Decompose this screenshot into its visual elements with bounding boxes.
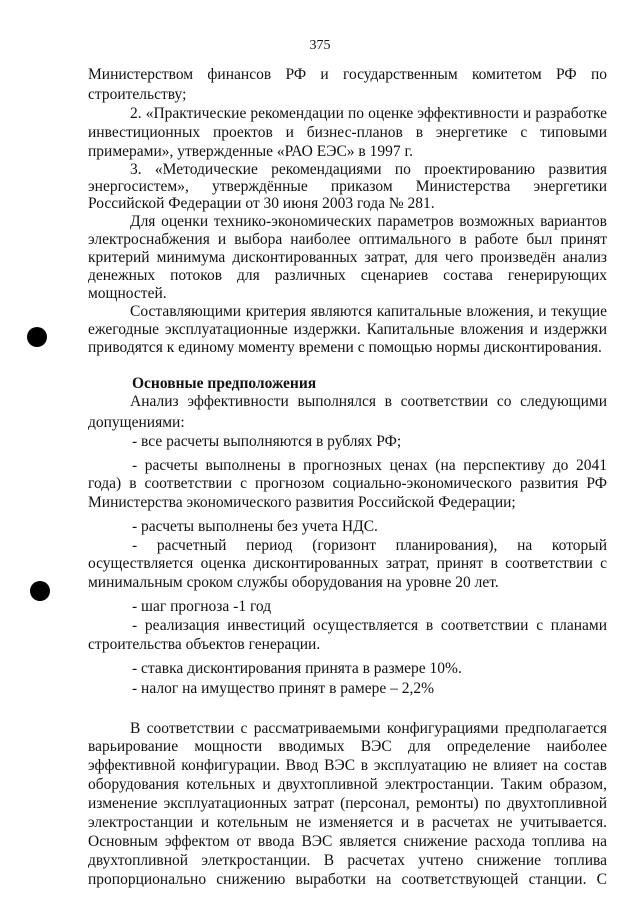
list-item: - все расчеты выполняются в рублях РФ; [132, 433, 402, 450]
text-line: варьирование мощности вводимых ВЭС для определение наиболее [88, 738, 607, 755]
text-line: электроснабжения и выбора наиболее оптимального в работе был принят [88, 231, 607, 248]
list-item: - налог на имущество принят в рамере – 2,2% [132, 680, 435, 697]
text-line: мощностей. [88, 285, 167, 302]
punch-hole-mark [27, 327, 47, 347]
list-item: - расчеты выполнены без учета НДС. [132, 518, 378, 535]
text-line: электростанции и котельным не изменяется и в расчетах не учитывается. [88, 814, 607, 831]
text-line: ежегодные эксплуатационные издержки. Капитальные вложения и издержки [88, 321, 607, 338]
text-line: года) в соответствии с прогнозом социально-экономического развития РФ [88, 475, 607, 492]
text-line: энергосистем», утверждённые приказом Министерства энергетики [88, 178, 607, 195]
text-line: примерами», утвержденные «РАО ЕЭС» в 1997 г. [88, 143, 413, 160]
text-line: Основным эффектом от ввода ВЭС является снижение расхода топлива на [88, 833, 607, 850]
text-line: строительству; [88, 86, 187, 103]
section-heading: Основные предположения [132, 375, 317, 392]
text-line: Для оценки технико-экономических параметров возможных вариантов [130, 213, 607, 230]
text-line: оборудования котельных и двухтопливной электростанции. Таким образом, [88, 776, 607, 793]
text-line: критерий минимума дисконтированных затрат, для чего произведён анализ [88, 249, 607, 266]
text-line: эффективной конфигурации. Ввод ВЭС в эксплуатацию не влияет на состав [88, 757, 607, 774]
text-line: минимальным сроком службы оборудования на уровне 20 лет. [88, 574, 499, 591]
text-line: Министерством финансов РФ и государственным комитетом РФ по [88, 66, 607, 83]
text-line: 2. «Практические рекомендации по оценке эффективности и разработке [130, 105, 607, 122]
text-line: инвестиционных проектов и бизнес-планов в энергетике с типовыми [88, 124, 607, 141]
text-line: Российской Федерации от 30 июня 2003 года № 281. [88, 195, 435, 212]
list-item: - шаг прогноза -1 год [132, 598, 272, 615]
text-line: осуществляется оценка дисконтированных затрат, принят в соответствии с [88, 555, 607, 572]
list-item: - расчеты выполнены в прогнозных ценах (на перспективу до 2041 [132, 457, 607, 474]
punch-hole-mark [30, 581, 50, 601]
list-item: - реализация инвестиций осуществляется в соответствии с планами [132, 617, 607, 634]
text-line: пропорционально снижению выработки на соответствующей станции. С [88, 871, 607, 888]
list-item: - расчетный период (горизонт планирования), на который [132, 537, 607, 554]
text-line: Составляющими критерия являются капитальные вложения, и текущие [130, 303, 607, 320]
text-line: денежных потоков для различных сценариев состава генерирующих [88, 267, 607, 284]
text-line: 3. «Методические рекомендациями по проектированию развития [130, 161, 607, 178]
text-line: Анализ эффективности выполнялся в соответствии со следующими [130, 393, 607, 410]
list-item: - ставка дисконтирования принята в размере 10%. [132, 660, 462, 677]
text-line: изменение эксплуатационных затрат (персонал, ремонты) по двухтопливной [88, 795, 607, 812]
text-line: приводятся к единому моменту времени с помощью нормы дисконтирования. [88, 339, 602, 356]
text-line: Министерства экономического развития Российской Федерации; [88, 494, 516, 511]
text-line: двухтопливной элеткростанции. В расчетах учтено снижение топлива [88, 852, 607, 869]
text-line: В соответствии с рассматриваемыми конфигурациями предполагается [130, 720, 607, 737]
page-number: 375 [309, 38, 331, 53]
text-line: строительства объектов генерации. [88, 636, 321, 653]
text-line: допущениями: [88, 414, 185, 431]
